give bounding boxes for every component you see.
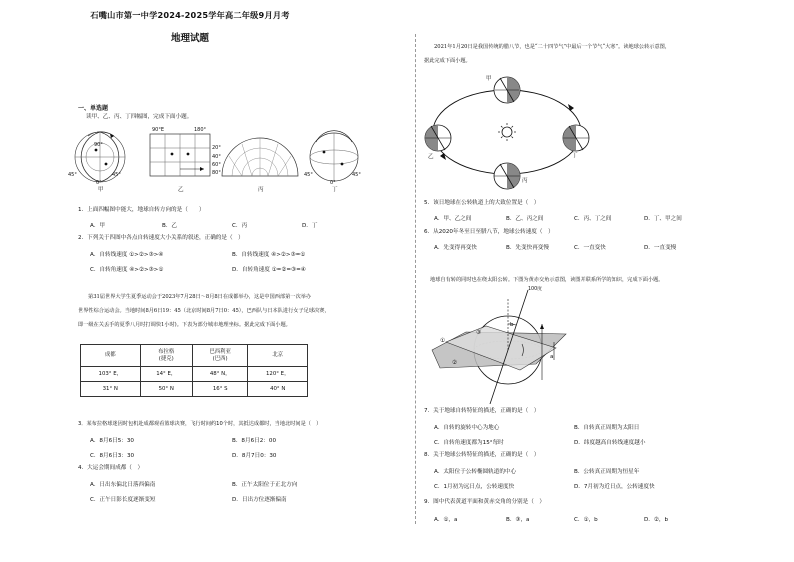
question-3-option-a[interactable]: A．8月6日5：30 (90, 438, 134, 444)
question-5-option-b[interactable]: B．乙、丙之间 (506, 216, 544, 222)
orbit-label-bing: 丙 (522, 178, 528, 184)
earth-jia (494, 77, 520, 103)
orbit-label-jia: 甲 (486, 76, 492, 82)
orbit-label-yi: 乙 (428, 154, 434, 160)
question-5-option-c[interactable]: C．丙、丁之间 (574, 216, 612, 222)
question-5-option-a[interactable]: A．甲、乙之间 (434, 216, 472, 222)
sun-icon (498, 123, 516, 141)
obliquity-label-b: b (510, 322, 514, 328)
question-9-option-d[interactable]: D．②，b (644, 517, 669, 523)
passage-line-3: 即一级在关丢手的夏季八月时打调快1小时)。下表为部分城市地理坐标。据此完成下面小题。 (78, 322, 291, 328)
left-column (68, 38, 410, 558)
question-3-option-c[interactable]: C．8月6日3：30 (90, 453, 135, 459)
fig-jia-top: 90° (94, 142, 103, 148)
table-cell: 31° N (81, 382, 141, 397)
question-6-stem: 6．从2020年冬至日至腊八节，地球公转速度（ ） (424, 229, 554, 235)
table-header-cell: 巴西利亚 (巴西) (192, 345, 248, 367)
obliquity-label-1: ① (440, 338, 446, 344)
exam-title: 石嘴山市第一中学2024-2025学年高二年级9月月考 (90, 10, 290, 20)
intro-2-line-2: 据此完成下面小题。 (424, 58, 471, 64)
question-8-option-c[interactable]: C．1月初为远日点，公转速度快 (434, 484, 515, 490)
table-cell: 103° E， (81, 367, 141, 382)
fig-bing-lat3: 60° (212, 162, 221, 168)
passage-line-2: 世界性综合运动会。当地时间8月6日19：45（北京时间8月7日0：45），巴西队与日本队进行女子足球决赛， (78, 308, 330, 314)
figure-yi (150, 134, 210, 176)
question-3-stem: 3．某布拉格球迷因时包机赴成都观看篮球决赛，飞行时间约10个时，其抵达成都时，当地北时间是（ ） (78, 421, 322, 427)
question-6-option-d[interactable]: D．一直变慢 (644, 245, 677, 251)
question-1-option-d[interactable]: D．丁 (302, 223, 318, 229)
fig-label-jia: 甲 (98, 187, 104, 193)
fig-jia-right: 45° (112, 172, 121, 178)
orbit-figure (422, 68, 592, 193)
obliquity-figure (426, 284, 576, 404)
question-1-option-c[interactable]: C．丙 (232, 223, 248, 229)
question-9-stem: 9．图中代表黄道平面和黄赤交角的分别是（ ） (424, 499, 546, 505)
table-cell: 16° S (192, 382, 248, 397)
question-2-option-b[interactable]: B．自转线速度 ④>②>③=① (232, 252, 306, 258)
table-cell: 40° N (248, 382, 308, 397)
question-8-option-b[interactable]: B．公转真正周期为恒星年 (574, 469, 640, 475)
fig-bing-lat1: 20° (212, 145, 221, 151)
question-4-option-a[interactable]: A．日出东偏北日落西偏南 (90, 482, 156, 488)
question-7-option-b[interactable]: B．自转真正周期为太阳日 (574, 425, 640, 431)
earth-yi (425, 125, 451, 151)
question-6-option-c[interactable]: C．一直变快 (574, 245, 606, 251)
question-7-stem: 7．关于地球自转特征的描述，正确的是（ ） (424, 408, 540, 414)
question-3-option-b[interactable]: B．8月6日2：00 (232, 438, 277, 444)
section-heading: 一、单选题 (78, 105, 109, 112)
obliquity-label-100: 100度 (528, 287, 542, 292)
fig-jia-left: 45° (68, 172, 77, 178)
fig-label-yi: 乙 (178, 187, 184, 193)
question-6-option-b[interactable]: B．先变快再变慢 (506, 245, 549, 251)
question-7-option-a[interactable]: A．自转的旋转中心为地心 (434, 425, 500, 431)
question-5-option-d[interactable]: D．丁、甲之间 (644, 216, 682, 222)
fig-yi-lon1: 90°E (152, 127, 165, 133)
question-4-stem: 4．大运会期间成都（ ） (78, 465, 144, 471)
question-2-option-c[interactable]: C．自转角速度 ④>②>③>① (90, 267, 164, 273)
passage-line-1: 第31届世界大学生夏季运动会于2023年7月28日～8月8日在成都举办，这是中国西部第一次举办 (88, 294, 312, 300)
question-8-option-d[interactable]: D．7月初为近日点，公转速度快 (574, 484, 655, 490)
city-coordinates-table (80, 344, 308, 397)
question-6-option-a[interactable]: A．先变得再变快 (434, 245, 477, 251)
fig-ding-a: 45° (304, 172, 313, 178)
column-divider (415, 34, 416, 524)
fig-ding-b: 0° (330, 180, 336, 186)
earth-bing (494, 163, 520, 189)
table-header-cell: 成都 (81, 345, 141, 367)
fig-bing-lat4: 80° (212, 170, 221, 176)
question-8-option-a[interactable]: A．太阳位于公转椭圆轨道的中心 (434, 469, 517, 475)
question-7-option-d[interactable]: D．纬度越高自转线速度越小 (574, 440, 646, 446)
obliquity-label-3: ③ (476, 330, 482, 336)
question-9-option-c[interactable]: C．①，b (574, 517, 598, 523)
table-header-cell: 北京 (248, 345, 308, 367)
figure-bing (222, 138, 298, 176)
fig-label-ding: 丁 (332, 187, 338, 193)
fig-yi-lon2: 180° (194, 127, 207, 133)
question-4-option-b[interactable]: B．正午太阳位于正北方向 (232, 482, 298, 488)
fig-label-bing: 丙 (258, 187, 264, 193)
table-cell: 120° E， (248, 367, 308, 382)
table-cell: 48° N， (192, 367, 248, 382)
obliquity-label-a: a (550, 354, 554, 360)
question-4-option-c[interactable]: C．正午日影长度逐渐变短 (90, 497, 156, 503)
exam-subtitle: 地理试题 (170, 33, 209, 44)
fig-bing-lat2: 40° (212, 154, 221, 160)
earth-ding (563, 125, 589, 151)
table-cell: 50° N (140, 382, 192, 397)
table-header-cell: 布拉格 (捷克) (140, 345, 192, 367)
table-cell: 14° E， (140, 367, 192, 382)
right-column (422, 38, 722, 558)
question-3-option-d[interactable]: D．8月7日0：30 (232, 453, 277, 459)
question-2-stem: 2．下列关于四图中各点自转速度大小关系的叙述，正确的是（ ） (78, 235, 244, 241)
figure-ding (310, 131, 358, 181)
question-4-option-d[interactable]: D．日出方位逐渐偏南 (232, 497, 287, 503)
question-1-stem: 1．上面四幅图中能大，地球自转方向的是（ ） (78, 207, 205, 213)
question-1-option-a[interactable]: A．甲 (90, 223, 106, 229)
question-8-stem: 8．关于地球公转特征的描述，正确的是（ ） (424, 452, 540, 458)
question-2-option-d[interactable]: D．自转角速度 ①=②=③=④ (232, 267, 306, 273)
question-7-option-c[interactable]: C．自转角速度都为15°每时 (434, 440, 504, 446)
question-9-option-a[interactable]: A．①，a (434, 517, 458, 523)
orbit-label-ding: 丁 (572, 153, 578, 159)
intro-3-line-1: 地球自有转的同时也在绕太阳公转。下图为黄赤交角示意图，读图并联系所学的知识，完成下面小题。 (430, 277, 664, 283)
intro-2-line-1: 2021年1月20日是我国传统的腊八节，也是“二十四节气”中最后一个节气“大寒”。读地球公转示意图， (434, 44, 671, 50)
table-header-row (81, 345, 308, 367)
table-row (81, 382, 308, 397)
question-5-stem: 5．该日地球在公转轨道上的大致位置是（ ） (424, 200, 540, 206)
obliquity-label-2: ② (452, 360, 458, 366)
question-1-option-b[interactable]: B．乙 (162, 223, 178, 229)
table-row (81, 367, 308, 382)
question-2-option-a[interactable]: A．自转线速度 ①>②>③>④ (90, 252, 164, 258)
fig-ding-c: 45° (352, 172, 361, 178)
fig-jia-bottom: 0° (96, 180, 102, 186)
question-9-option-b[interactable]: B．③，a (506, 517, 530, 523)
intro-figures: 读甲、乙、丙、丁四幅图，完成下面小题。 (86, 114, 193, 120)
